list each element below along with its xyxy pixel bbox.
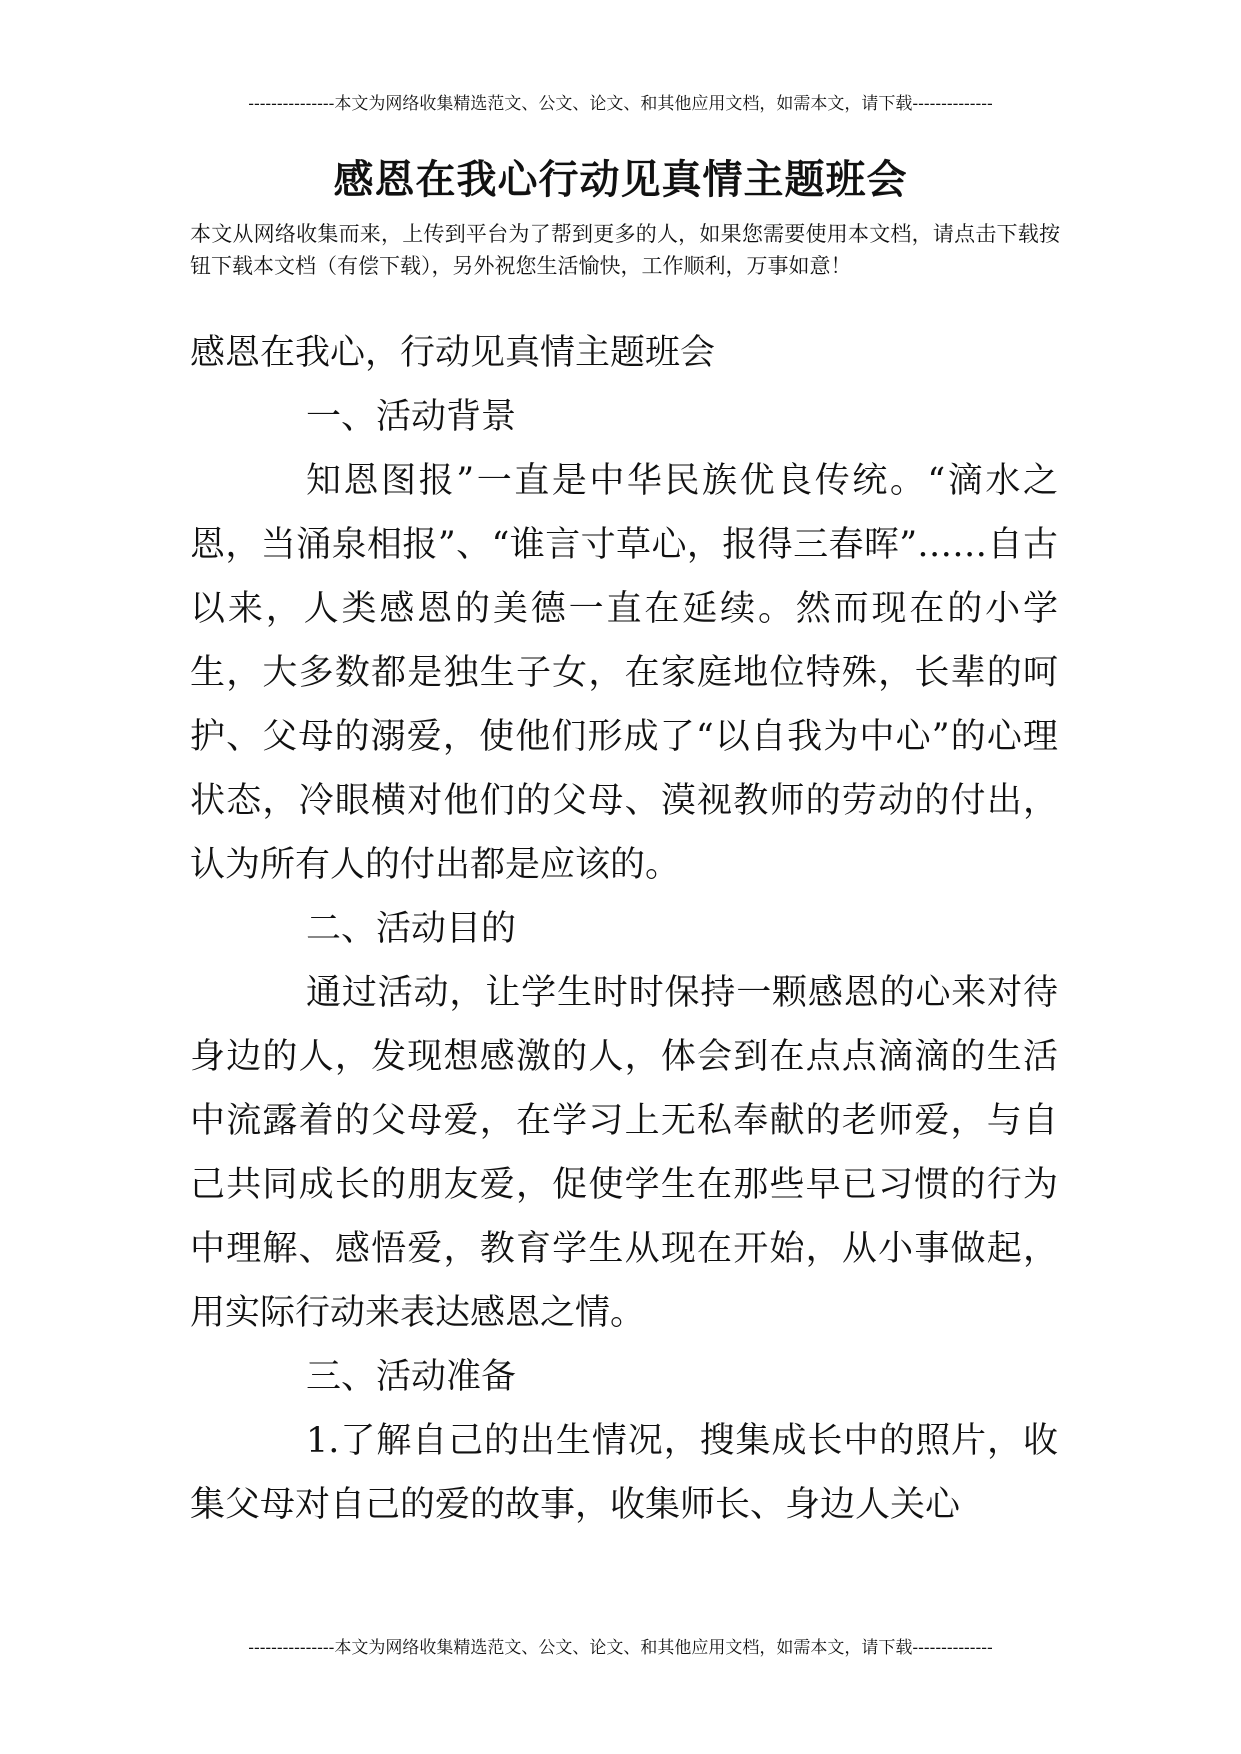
paragraph-purpose: 通过活动，让学生时时保持一颗感恩的心来对待身边的人，发现想感激的人，体会到在点点滴滴的生活中流露着的父母爱，在学习上无私奉献的老师爱，与自己共同成长的朋友爱，促使学生在那些早已习惯的行为中理解、感悟爱，教育学生从现在开始，从小事做起，用实际行动来表达感恩之情。 xyxy=(190,973,1058,1333)
document-title: 感恩在我心行动见真情主题班会 xyxy=(333,156,908,203)
section-heading-preparation: 三、活动准备 xyxy=(306,1357,517,1397)
section-heading-background: 一、活动背景 xyxy=(306,397,517,437)
document-body xyxy=(190,321,1058,1537)
page-header: ---------------本文为网络收集精选范文、公文、论文、和其他应用文档，如需本文，请下载-------------- xyxy=(248,94,993,114)
section-heading-purpose: 二、活动目的 xyxy=(306,909,517,949)
page-footer: ---------------本文为网络收集精选范文、公文、论文、和其他应用文档，如需本文，请下载-------------- xyxy=(248,1638,993,1658)
download-notice: 本文从网络收集而来，上传到平台为了帮到更多的人，如果您需要使用本文档，请点击下载按钮下载本文档（有偿下载），另外祝您生活愉快，工作顺利，万事如意！ xyxy=(190,222,1060,278)
body-subtitle: 感恩在我心，行动见真情主题班会 xyxy=(190,333,716,373)
paragraph-preparation-item-1: 1.了解自己的出生情况，搜集成长中的照片，收集父母对自己的爱的故事，收集师长、身边人关心 xyxy=(190,1421,1058,1525)
paragraph-background: 知恩图报”一直是中华民族优良传统。“滴水之恩，当涌泉相报”、“谁言寸草心，报得三春晖”……自古以来，人类感恩的美德一直在延续。然而现在的小学生，大多数都是独生子女，在家庭地位特殊，长辈的呵护、父母的溺爱，使他们形成了“以自我为中心”的心理状态，冷眼横对他们的父母、漠视教师的劳动的付出，认为所有人的付出都是应该的。 xyxy=(190,461,1058,885)
